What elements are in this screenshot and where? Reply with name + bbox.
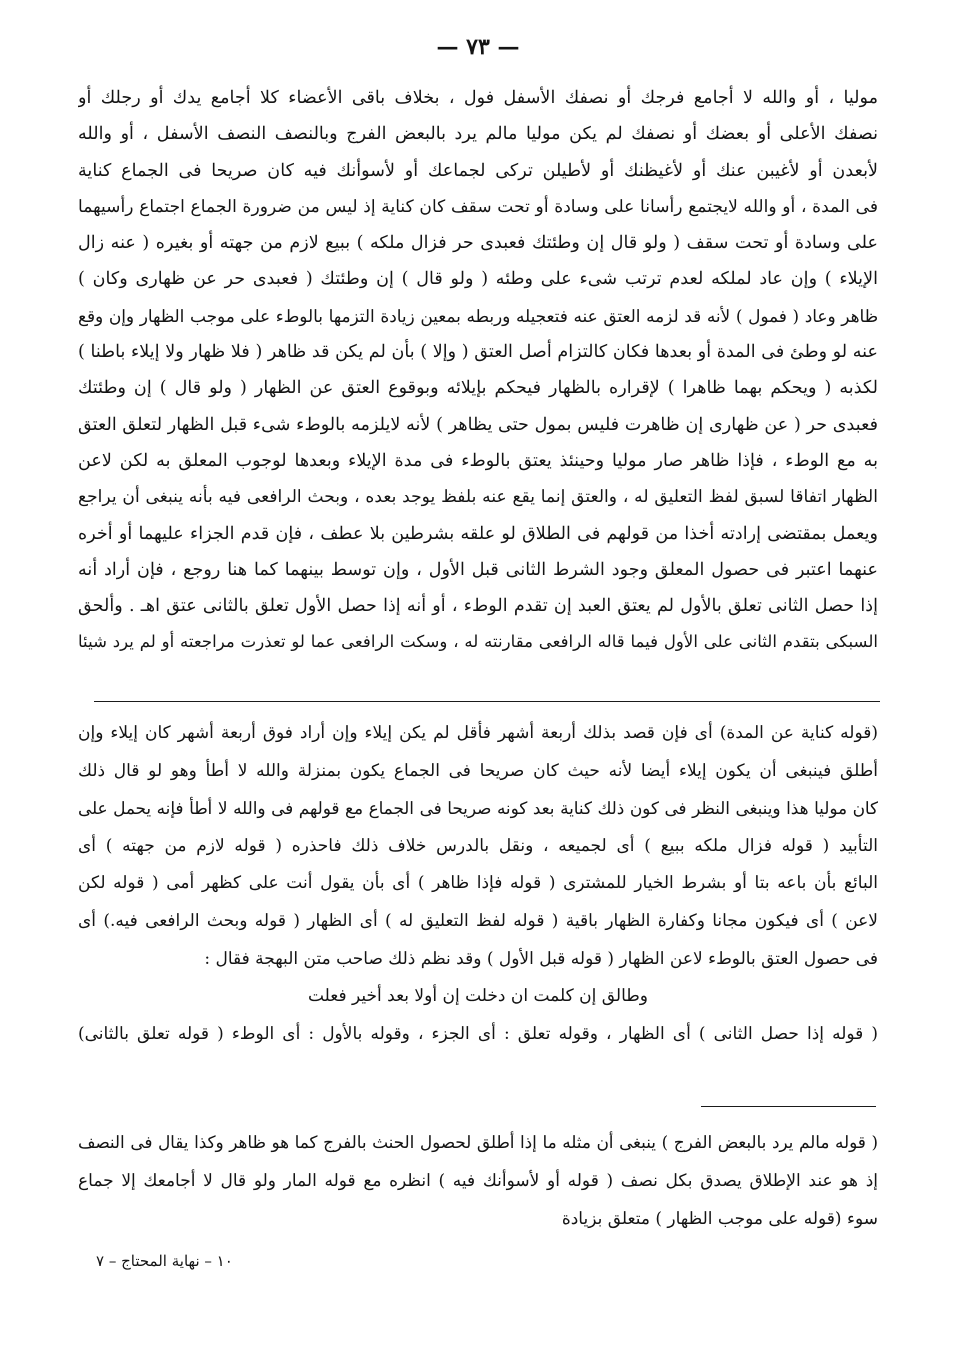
short-divider [701, 1106, 876, 1107]
main-line: نصفك الأعلى أو بعضك أو نصفك لم يكن موليا مالم يرد بالبعض الفرج وبالنصف النصف الأسفل ، أو والله [78, 124, 878, 145]
section-divider [94, 701, 880, 702]
commentary-line: أطلق فينبغى أن يكون إيلاء أيضا لأنه حيث كان صريحا فى الجماع يكون بمنزلة والله لا أطأ وهو لو قال ذلك [78, 760, 878, 781]
main-line: لأبعدن أو لأغيبن عنك أو لأغيظنك أو لأطيلن تركى لجماعك أو لأسوأنك فيه كان صريحا فى الجماع كناية [78, 160, 878, 181]
commentary-first [78, 715, 878, 1053]
main-line: لكذبه ( ويحكم بهما ظاهرا ) لإقراره بالظهار فيحكم بإيلائه وبوقوع العتق عن الظهار ( ولو قال ) إن وطئتك [78, 378, 878, 399]
commentary-line: البائع بأن باعه بتا أو بشرط الخيار للمشترى ( قوله فإذا ظاهر ) أى بأن يقول أنت على كظهر أمى ( قوله لكن [78, 873, 878, 894]
commentary-line: كان موليا هذا وينبغى النظر فى كون ذلك كناية بعد كونه صريحا فى الجماع مع قولهم فى والله لا أطأ فإنه يحمل على [78, 798, 878, 819]
main-line: ظاهر وعاد ( فمول ) لأنه قد لزمه العتق عنه فتعجيله وربطه بمعين زيادة التزمها بالوطء على موجب الظهار وإن وقع [78, 305, 878, 326]
commentary-line: التأبيد ( قوله فزال ملكه ببيع ) أى لجميعه ، ونقل بالدرس خلاف ذلك فاحذره ( قوله لازم من جهته ) أى [78, 835, 878, 856]
page-number: — ٧٣ — [436, 34, 520, 60]
commentary-line: فى حصول العتق بالوطء لاعن الظهار ( قوله قبل الأول ) وقد نظم ذلك صاحب متن البهجة فقال : [204, 948, 878, 969]
main-line: فى المدة ، أو والله لايجتمع رأسانا على وسادة أو تحت سقف كان كناية إذ ليس من ضرورة الجماع اجتماع رأسيهما [78, 196, 878, 217]
main-line: به مع الوطء ، فإذا ظاهر صار موليا وحينئذ يعتق بالوطء فى مدة الإيلاء وبعدها لوجوب المعلق به لكن لاعن [78, 450, 878, 471]
main-line: فعبدى حر ( عن ظهارى إن ظاهرت فليس بمول حتى يظاهر ) لأنه لايلزمه بالوطء شىء قبل الظهار لتعلق العتق [78, 414, 878, 435]
main-line: الظهار اتفاقا لسبق لفظ التعليق له ، والعتق إنما يقع عنه بلفظ يوجد بعده ، وبحث الرافعى فيه بأنه ينبغى أن يراجع [78, 487, 878, 508]
verse-line: وطالق إن كلمت ان دخلت إن أولا بعد أخير فعلت [307, 986, 649, 1007]
commentary-line: إذ هو عند الإطلاق يصدق بكل نصف ( قوله أو لأسوأنك فيه ) انظره مع قوله المار ولو قال لا أجامعك إلا جماع [78, 1170, 878, 1191]
main-line: السبكى بتقدم الثانى على الأول فيما قاله الرافعى مقارنته له ، وسكت الرافعى عما لو تعذرت مراجعته أو لم يرد شيئا [78, 632, 878, 652]
commentary-second [78, 1123, 878, 1239]
main-line: ويعمل بمقتضى إرادته أخذا من قولهم فى الطلاق لو علقه بشرطين بلا عطف ، فإن قدم الجزاء عليهما أو أخره [78, 523, 878, 544]
main-line: موليا ، أو والله لا أجامع فرجك أو نصفك الأسفل فول ، بخلاف باقى الأعضاء كلا أجامع يدك أو رجلك أو [78, 88, 878, 108]
commentary-line: لاعن ) أى فيكون مجانا وكفارة الظهار باقية ( قوله لفظ التعليق له ) أى الظهار ( قوله وبحث الرافعى فيه.) أى [78, 910, 878, 931]
commentary-line: سوء (قوله على موجب الظهار ) متعلق بزيادة [561, 1209, 878, 1229]
main-line: عنه لو وطئ فى المدة أو بعدها فكان كالتزام أصل العتق ( وإلا ) بأن لم يكن قد ظاهر ( فلا ظهار ولا إيلاء باطنا ) [78, 342, 878, 363]
main-line: الإيلاء ) وإن عاد لملكه لعدم ترتب شىء على وطئه ( ولو قال ) إن وطئتك ( فعبدى حر عن ظهارى وكان ) [78, 269, 878, 290]
commentary-line: ( قوله مالم يرد بالبعض الفرج ) ينبغى أن مثله ما إذا أطلق لحصول الحنث بالفرج كما هو ظاهر وكذا يقال فى النصف [78, 1132, 878, 1152]
signature-mark: ١٠ – نهاية المحتاج – ٧ [96, 1252, 233, 1270]
main-text [78, 80, 878, 661]
main-line: عنهما اعتبر فى حصول المعلق وجود الشرط الثانى قبل الأول ، وإن توسط بينهما كما هنا روجع ، فإن أراد أنه [78, 559, 878, 580]
commentary-line: ( قوله إذا حصل الثانى ) أى الظهار ، وقوله تعلق : أى الجزء ، وقوله بالأول : أى الوطء ( قوله تعلق بالثانى) [78, 1023, 878, 1044]
commentary-line: (قوله كناية عن المدة) أى فإن قصد بذلك أربعة أشهر فأقل لم يكن إيلاء وإن أراد فوق أربعة أشهر كان إيلاء وإن [78, 723, 878, 743]
main-line: إذا حصل الثانى تعلق بالأول لم يعتق العبد إن تقدم الوطء ، أو أنه إذا حصل الأول تعلق بالثانى عتق اهـ . وألحق [78, 596, 878, 617]
main-line: على وسادة أو تحت سقف ( ولو قال إن وطئتك فعبدى حر فزال ملكه ) ببيع لازم من جهته أو بغيره ( عنه زال [78, 233, 878, 254]
